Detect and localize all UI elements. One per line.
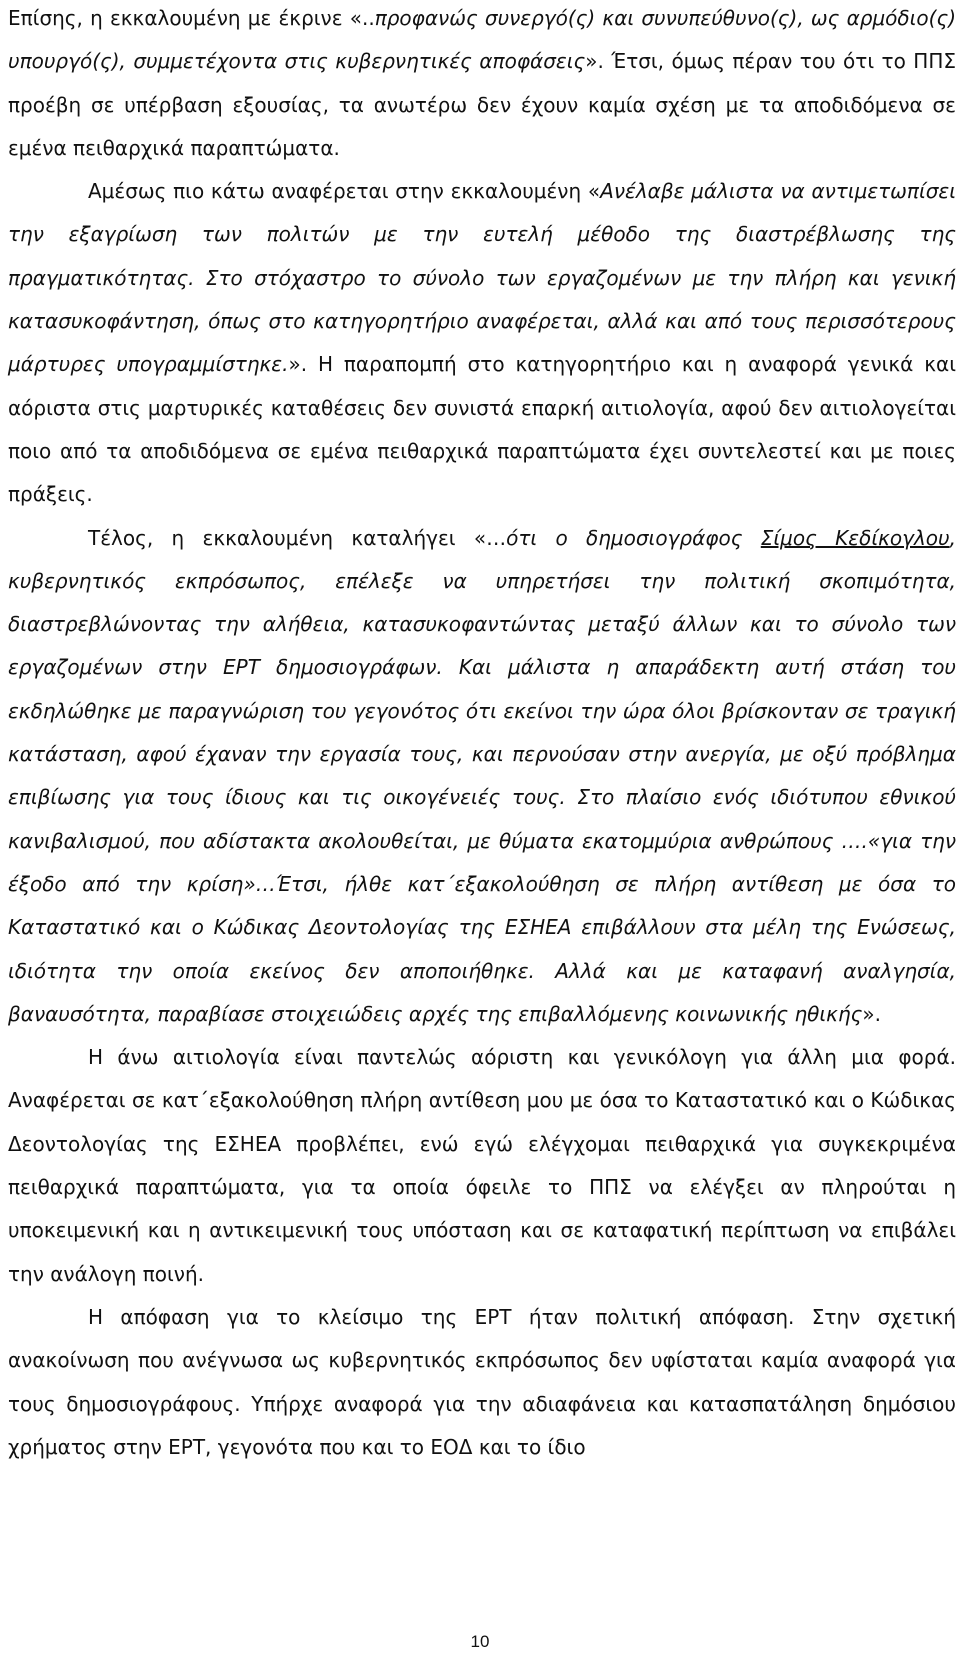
document-body — [8, 0, 956, 1469]
paragraph — [8, 517, 956, 1037]
paragraph — [8, 1036, 956, 1296]
paragraph — [8, 1296, 956, 1469]
quoted-text: , κυβερνητικός εκπρόσωπος, επέλεξε να υπηρετήσει την πολιτική σκοπιμότητα, διαστρεβλώνοντας την αλήθεια, κατασυκοφαντώντας μεταξύ άλλων και το σύνολο των εργαζομένων στην ΕΡΤ δημοσιογράφων. Και μάλιστα η απαράδεκτη αυτή στάση του εκδηλώθηκε με παραγνώριση του γεγονότος ότι εκείνοι την ώρα όλοι βρίσκονταν σε τραγική κατάσταση, αφού έχαναν την εργασία τους, και περνούσαν στην ανεργία, με οξύ πρόβλημα επιβίωσης για τους ίδιους και τις οικογένειές τους. Στο πλαίσιο ενός ιδιότυπου εθνικού κανιβαλισμού, που αδίστακτα ακολουθείται, με θύματα εκατομμύρια ανθρώπους ….«για την έξοδο από την κρίση»…Έτσι, ήλθε κατ΄εξακολούθηση σε πλήρη αντίθεση με όσα το Καταστατικό και ο Κώδικας Δεοντολογίας της ΕΣΗΕΑ επιβάλλουν στα μέλη της Ενώσεως, ιδιότητα την οποία εκείνος δεν αποποιήθηκε. Αλλά και με καταφανή αναλγησία, βαναυσότητα, παραβίασε στοιχειώδεις αρχές της επιβαλλόμενης κοινωνικής ηθικής — [8, 525, 956, 1026]
paragraph-text: ». — [862, 1001, 881, 1026]
quoted-text: Ανέλαβε μάλιστα να αντιμετωπίσει την εξαγρίωση των πολιτών με την ευτελή μέθοδο της διαστρέβλωσης της πραγματικότητας. Στο στόχαστρο το σύνολο των εργαζομένων με την πλήρη και γενική κατασυκοφάντηση, όπως στο κατηγορητήριο αναφέρεται, αλλά και από τους περισσότερους μάρτυρες υπογραμμίστηκε. — [8, 179, 956, 377]
paragraph-text: Αμέσως πιο κάτω αναφέρεται στην εκκαλουμένη « — [88, 179, 601, 204]
paragraph — [8, 170, 956, 516]
page-number: 10 — [470, 1632, 490, 1651]
quoted-text: προφανώς συνεργό(ς) και συνυπεύθυνο(ς), ως αρμόδιο(ς) υπουργό(ς), συμμετέχοντα στις κυβερνητικές αποφάσεις — [8, 6, 957, 74]
paragraph-text: ». Έτσι, όμως πέραν του ότι το ΠΠΣ προέβη σε υπέρβαση εξουσίας, τα ανωτέρω δεν έχουν καμία σχέση με τα αποδιδόμενα σε εμένα πειθαρχικά παραπτώματα. — [8, 49, 956, 160]
quoted-text: Σίμος Κεδίκογλου — [760, 525, 950, 550]
quoted-text: ότι ο δημοσιογράφος — [506, 525, 761, 550]
paragraph — [8, 0, 956, 170]
paragraph-text: Η απόφαση για το κλείσιμο της ΕΡΤ ήταν πολιτική απόφαση. Στην σχετική ανακοίνωση που ανέγνωσα ως κυβερνητικός εκπρόσωπος δεν υφίσταται καμία αναφορά για τους δημοσιογράφους. Υπήρχε αναφορά για την αδιαφάνεια και κατασπατάληση δημόσιου χρήματος στην ΕΡΤ, γεγονότα που και το ΕΟΔ και το ίδιο — [8, 1304, 956, 1459]
paragraph-text: Τέλος, η εκκαλουμένη καταλήγει «… — [88, 525, 507, 550]
paragraph-text: ». Η παραπομπή στο κατηγορητήριο και η αναφορά γενικά και αόριστα στις μαρτυρικές καταθέσεις δεν συνιστά επαρκή αιτιολογία, αφού δεν αιτιολογείται ποιο από τα αποδιδόμενα σε εμένα πειθαρχικά παραπτώματα έχει συντελεστεί και με ποιες πράξεις. — [8, 352, 956, 507]
paragraph-text: Η άνω αιτιολογία είναι παντελώς αόριστη και γενικόλογη για άλλη μια φορά. Αναφέρεται σε κατ΄εξακολούθηση πλήρη αντίθεση μου με όσα το Καταστατικό και ο Κώδικας Δεοντολογίας της ΕΣΗΕΑ προβλέπει, ενώ εγώ ελέγχομαι πειθαρχικά για συγκεκριμένα πειθαρχικά παραπτώματα, για τα οποία όφειλε το ΠΠΣ να ελέγξει αν πληρούται η υποκειμενική και η αντικειμενική τους υπόσταση και σε καταφατική περίπτωση να επιβάλει την ανάλογη ποινή. — [8, 1045, 956, 1286]
paragraph-text: Επίσης, η εκκαλουμένη με έκρινε «.. — [8, 6, 375, 30]
